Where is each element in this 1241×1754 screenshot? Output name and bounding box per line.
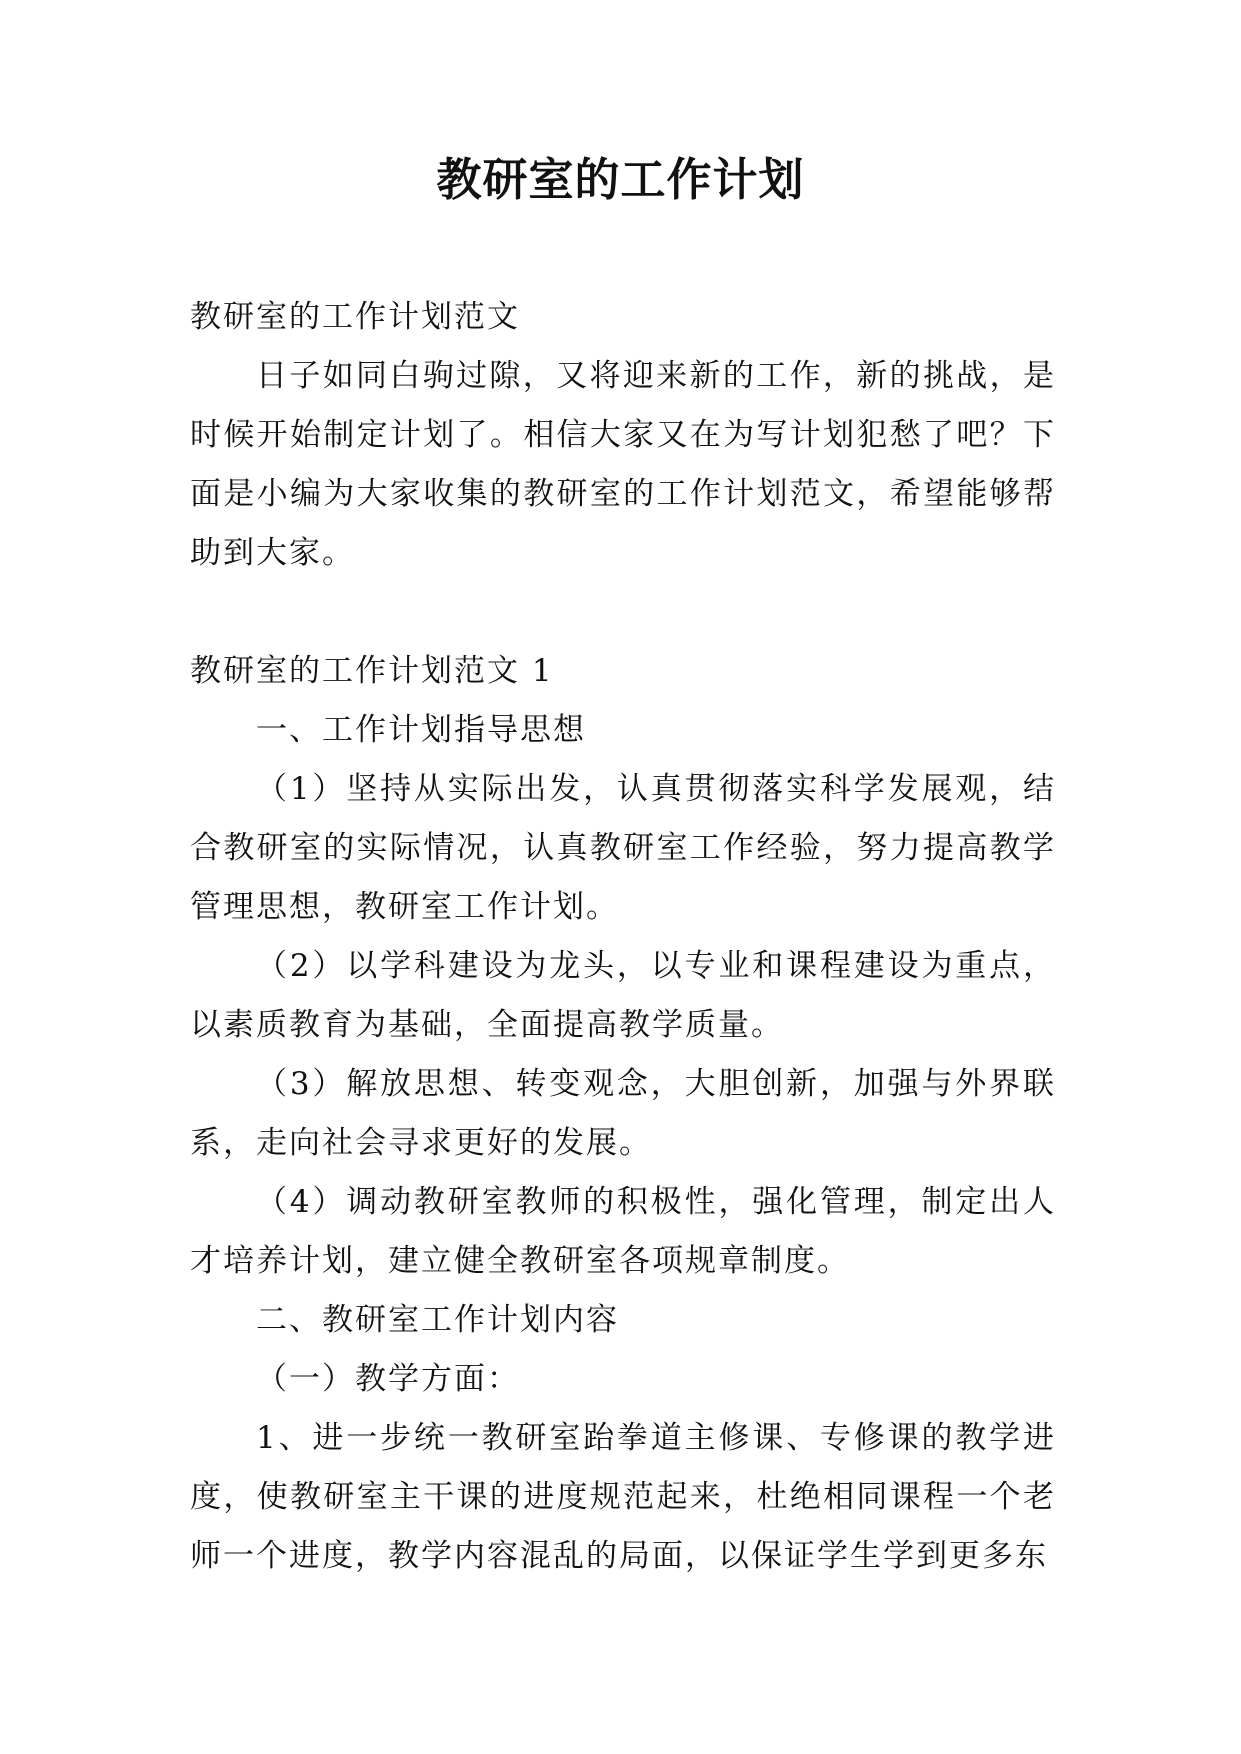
intro-paragraph: 日子如同白驹过隙，又将迎来新的工作，新的挑战，是时候开始制定计划了。相信大家又在为写计划犯愁了吧？下面是小编为大家收集的教研室的工作计划范文，希望能够帮助到大家。 — [190, 358, 1056, 571]
subheading-teaching: （一）教学方面： — [256, 1361, 520, 1397]
list-item-1: （1）坚持从实际出发，认真贯彻落实科学发展观，结合教研室的实际情况，认真教研室工作经验，努力提高教学管理思想，教研室工作计划。 — [190, 771, 1056, 925]
list-item-3: （3）解放思想、转变观念，大胆创新，加强与外界联系，走向社会寻求更好的发展。 — [190, 1066, 1056, 1161]
section-title: 教研室的工作计划范文 1 — [190, 653, 554, 689]
list-item-4: （4）调动教研室教师的积极性，强化管理，制定出人才培养计划，建立健全教研室各项规章制度。 — [190, 1184, 1056, 1279]
list-item-2: （2）以学科建设为龙头，以专业和课程建设为重点，以素质教育为基础，全面提高教学质量。 — [190, 948, 1056, 1043]
paragraph-spacer — [190, 583, 1056, 642]
subtitle: 教研室的工作计划范文 — [190, 299, 520, 335]
heading-guiding-thought: 一、工作计划指导思想 — [256, 712, 586, 748]
point-1: 1、进一步统一教研室跆拳道主修课、专修课的教学进度，使教研室主干课的进度规范起来，杜绝相同课程一个老师一个进度，教学内容混乱的局面，以保证学生学到更多东 — [190, 1420, 1056, 1574]
document-body — [190, 288, 1056, 1586]
heading-plan-content: 二、教研室工作计划内容 — [256, 1302, 619, 1338]
document-title: 教研室的工作计划 — [436, 153, 805, 206]
